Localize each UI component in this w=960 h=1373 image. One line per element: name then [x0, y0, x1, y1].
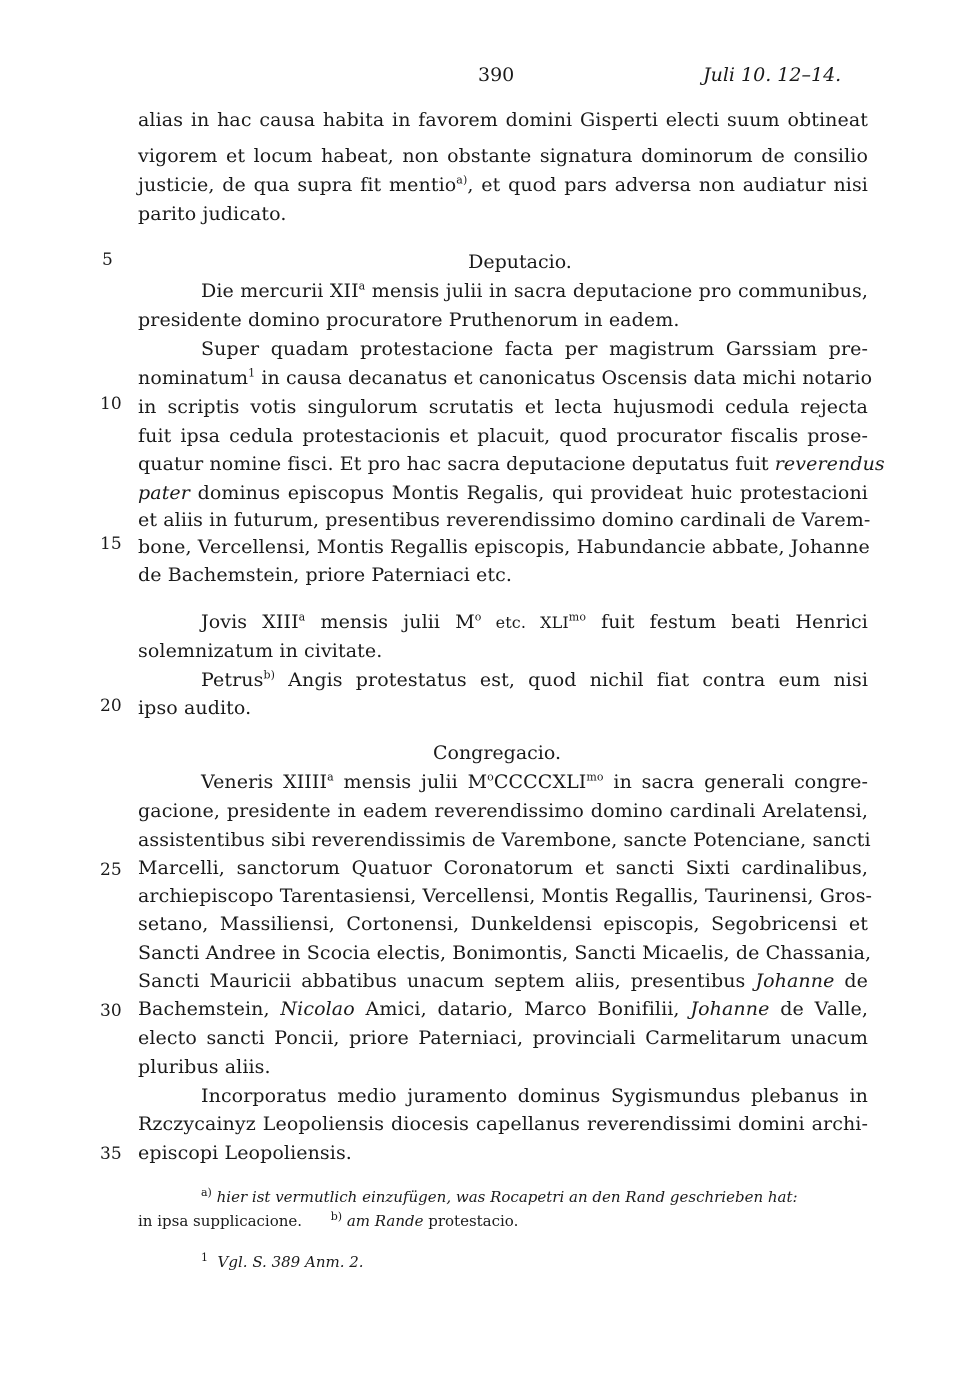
section-heading-congregacio: Congregacio. [432, 742, 562, 764]
text-line: setano, Massiliensi, Cortonensi, Dunkeldensi episcopis, Segobricensi et [138, 913, 868, 935]
text-line: Sancti Andree in Scocia electis, Bonimontis, Sancti Micaelis, de Chassania, [138, 942, 872, 964]
text-line: in scriptis votis singulorum scrutatis et lecta hujusmodi cedula rejecta [138, 396, 868, 418]
text-line: Incorporatus medio juramento dominus Sygismundus plebanus in [201, 1085, 868, 1107]
text-line: et aliis in futurum, presentibus reverendissimo domino cardinali de Varem- [138, 509, 871, 531]
line-number: 15 [100, 534, 122, 554]
text-line: alias in hac causa habita in favorem domini Gisperti electi suum obtineat [138, 109, 868, 131]
text-line: parito judicato. [138, 203, 287, 225]
text-line: quatur nomine fisci. Et pro hac sacra deputacione deputatus fuit reverendus [138, 453, 885, 475]
footnote-ref-1: 1 [248, 366, 256, 380]
text-line: electo sancti Poncii, priore Paterniaci, provinciali Carmelitarum unacum [138, 1027, 868, 1049]
footnote-a: $^{a)}$ hier ist vermutlich einzufügen, was Rocapetri an den Rand geschrieben hat: [201, 1186, 798, 1206]
text-line: vigorem et locum habeat, non obstante signatura dominorum de consilio [138, 145, 868, 167]
text-line: Veneris XIIII$^a$ mensis julii $M^oCCCCXLI^{mo}$ in sacra generali congre- [201, 770, 868, 793]
text-line: Jovis XIII$^a$ mensis julii $M^o$ etc. $XLI^{mo}$ fuit festum beati Henrici [201, 610, 868, 633]
line-number: 10 [100, 394, 122, 414]
footnote-b-mark: b) [330, 1210, 343, 1223]
text-line: Super quadam protestacione facta per magistrum Garssiam pre- [201, 338, 868, 360]
text-line: pater dominus episcopus Montis Regalis, qui provideat huic protestacioni [138, 482, 868, 504]
text-line: Sancti Mauricii abbatibus unacum septem aliis, presentibus Johanne de [138, 970, 868, 992]
footnote-ref-b: b) [263, 668, 276, 682]
text-line: Die mercurii XII$^a$ mensis julii in sacra deputacione pro communibus, [201, 279, 868, 302]
text-line: Petrus$^{b)}$ Angis protestatus est, quod nichil fiat contra eum nisi [201, 668, 868, 691]
text-line: solemnizatum in civitate. [138, 640, 383, 662]
line-number: 5 [102, 250, 113, 270]
page-number: 390 [478, 64, 515, 86]
text-line: bone, Vercellensi, Montis Regallis episcopis, Habundancie abbate, Johanne [138, 536, 870, 558]
line-number: 20 [100, 696, 122, 716]
footnote-a-continued: in ipsa supplicacione. $^{b)}$ am Rande protestacio. [138, 1210, 519, 1230]
text-line: gacione, presidente in eadem reverendissimo domino cardinali Arelatensi, [138, 800, 868, 822]
text-line: fuit ipsa cedula protestacionis et placuit, quod procurator fiscalis prose- [138, 425, 868, 447]
text-line: Rzczycainyz Leopoliensis diocesis capellanus reverendissimi domini archi- [138, 1113, 868, 1135]
text-line: de Bachemstein, priore Paterniaci etc. [138, 564, 513, 586]
text-line: ipso audito. [138, 697, 252, 719]
section-heading-deputacio: Deputacio. [468, 251, 572, 273]
text-line: Marcelli, sanctorum Quatuor Coronatorum et sancti Sixti cardinalibus, [138, 857, 868, 879]
running-date: Juli 10. 12–14. [703, 64, 842, 86]
text-line: assistentibus sibi reverendissimis de Varembone, sancte Potenciane, sancti [138, 829, 871, 851]
text-line: episcopi Leopoliensis. [138, 1142, 352, 1164]
line-number: 30 [100, 1001, 122, 1021]
line-number: 35 [100, 1144, 122, 1164]
text-line: pluribus aliis. [138, 1056, 271, 1078]
text-line: justicie, de qua supra fit mentio$^{a)}$, et quod pars adversa non audiatur nisi [138, 173, 868, 196]
text-line: Bachemstein, Nicolao Amici, datario, Marco Bonifilii, Johanne de Valle, [138, 998, 868, 1020]
text-line: archiepiscopo Tarentasiensi, Vercellensi, Montis Regallis, Taurinensi, Gros- [138, 885, 873, 907]
footnote-1: $^1$ Vgl. S. 389 Anm. 2. [201, 1251, 364, 1271]
footnote-ref-a: a) [456, 173, 468, 187]
text-line: nominatum$^1$ in causa decanatus et canonicatus Oscensis data michi notario [138, 366, 873, 389]
text-line: presidente domino procuratore Pruthenorum in eadem. [138, 309, 680, 331]
line-number: 25 [100, 860, 122, 880]
